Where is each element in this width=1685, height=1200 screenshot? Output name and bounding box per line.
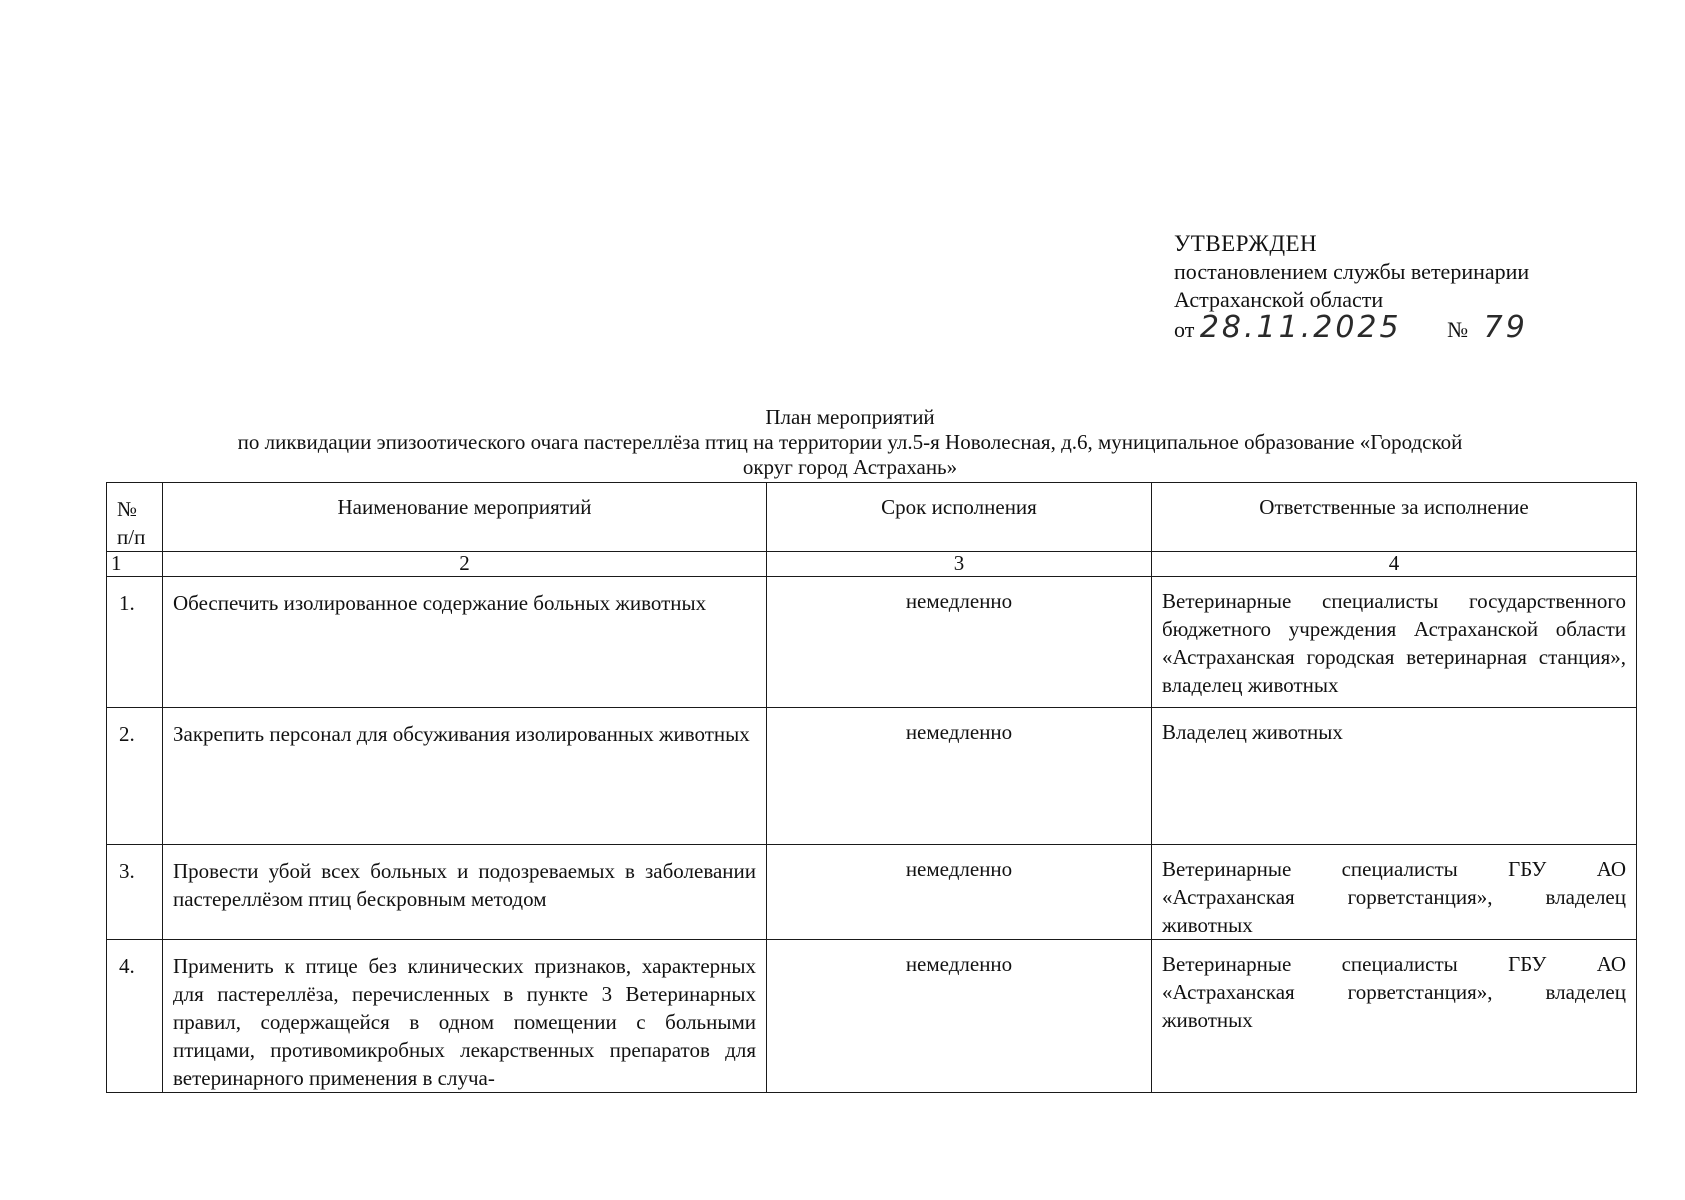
table-header-row [107, 483, 1637, 552]
header-resp-cell [1152, 483, 1637, 552]
plan-title: План мероприятий [765, 405, 935, 429]
table-row [107, 708, 1637, 845]
row-responsible: Ветеринарные специалисты ГБУ АО «Астраханская горветстанция», владелец животных [1162, 952, 1626, 1032]
approval-date-line [1174, 310, 1634, 345]
row-term: немедленно [905, 857, 1013, 881]
approval-title: УТВЕРЖДЕН [1174, 231, 1318, 256]
row-activity: Обеспечить изолированное содержание больных животных [173, 591, 707, 615]
approval-line-1: постановлением службы ветеринарии [1174, 259, 1530, 284]
plan-subtitle-line-2: округ город Астрахань» [742, 455, 958, 479]
index-cell-2: 2 [163, 552, 767, 577]
plan-heading [120, 405, 1580, 480]
row-num: 1. [119, 591, 135, 615]
index-cell-1: 1 [107, 552, 163, 577]
header-resp: Ответственные за исполнение [1259, 495, 1529, 519]
index-cell-4: 4 [1152, 552, 1637, 577]
header-num-line-2: п/п [117, 525, 146, 549]
row-num: 2. [119, 722, 135, 746]
row-term: немедленно [905, 720, 1013, 744]
row-activity: Применить к птице без клинических признаков, характерных для пастереллёза, перечисленных в пункте 3 Ветеринарных правил, содержащейся в одном помещении с больными птицами, противомикробных лекарственных препаратов для ветеринарного применения в случа- [173, 954, 756, 1090]
from-label: от [1174, 317, 1195, 342]
header-num-cell [107, 483, 163, 552]
row-term: немедленно [905, 589, 1013, 613]
approval-block [1174, 230, 1634, 344]
row-responsible: Владелец животных [1162, 720, 1343, 744]
column-index-row [107, 552, 1637, 577]
row-responsible: Ветеринарные специалисты ГБУ АО «Астраханская горветстанция», владелец животных [1162, 857, 1626, 937]
row-activity: Закрепить персонал для обсуживания изолированных животных [173, 722, 750, 746]
row-responsible: Ветеринарные специалисты государственного бюджетного учреждения Астраханской области «Астраханская городская ветеринарная станция», владелец животных [1162, 589, 1626, 697]
row-term: немедленно [905, 952, 1013, 976]
handwritten-number: 79 [1483, 310, 1528, 345]
handwritten-date: 28.11.2025 [1199, 310, 1402, 345]
index-cell-3: 3 [767, 552, 1152, 577]
header-term-cell [767, 483, 1152, 552]
plan-table [106, 482, 1637, 1093]
header-num-line-1: № [117, 497, 138, 521]
row-num: 4. [119, 954, 135, 978]
header-term: Срок исполнения [881, 495, 1037, 519]
plan-subtitle-line-1: по ликвидации эпизоотического очага пастереллёза птиц на территории ул.5-я Новолесная, д.6, муниципальное образование «Городской [237, 430, 1463, 454]
number-sign: № [1447, 317, 1469, 342]
approval-line-2: Астраханской области [1174, 287, 1384, 312]
table-row [107, 577, 1637, 708]
row-activity: Провести убой всех больных и подозреваемых в заболевании пастереллёзом птиц бескровным методом [173, 859, 756, 911]
header-name-cell [163, 483, 767, 552]
row-num: 3. [119, 859, 135, 883]
table-row [107, 845, 1637, 940]
table-row [107, 940, 1637, 1093]
header-name: Наименование мероприятий [337, 495, 592, 519]
